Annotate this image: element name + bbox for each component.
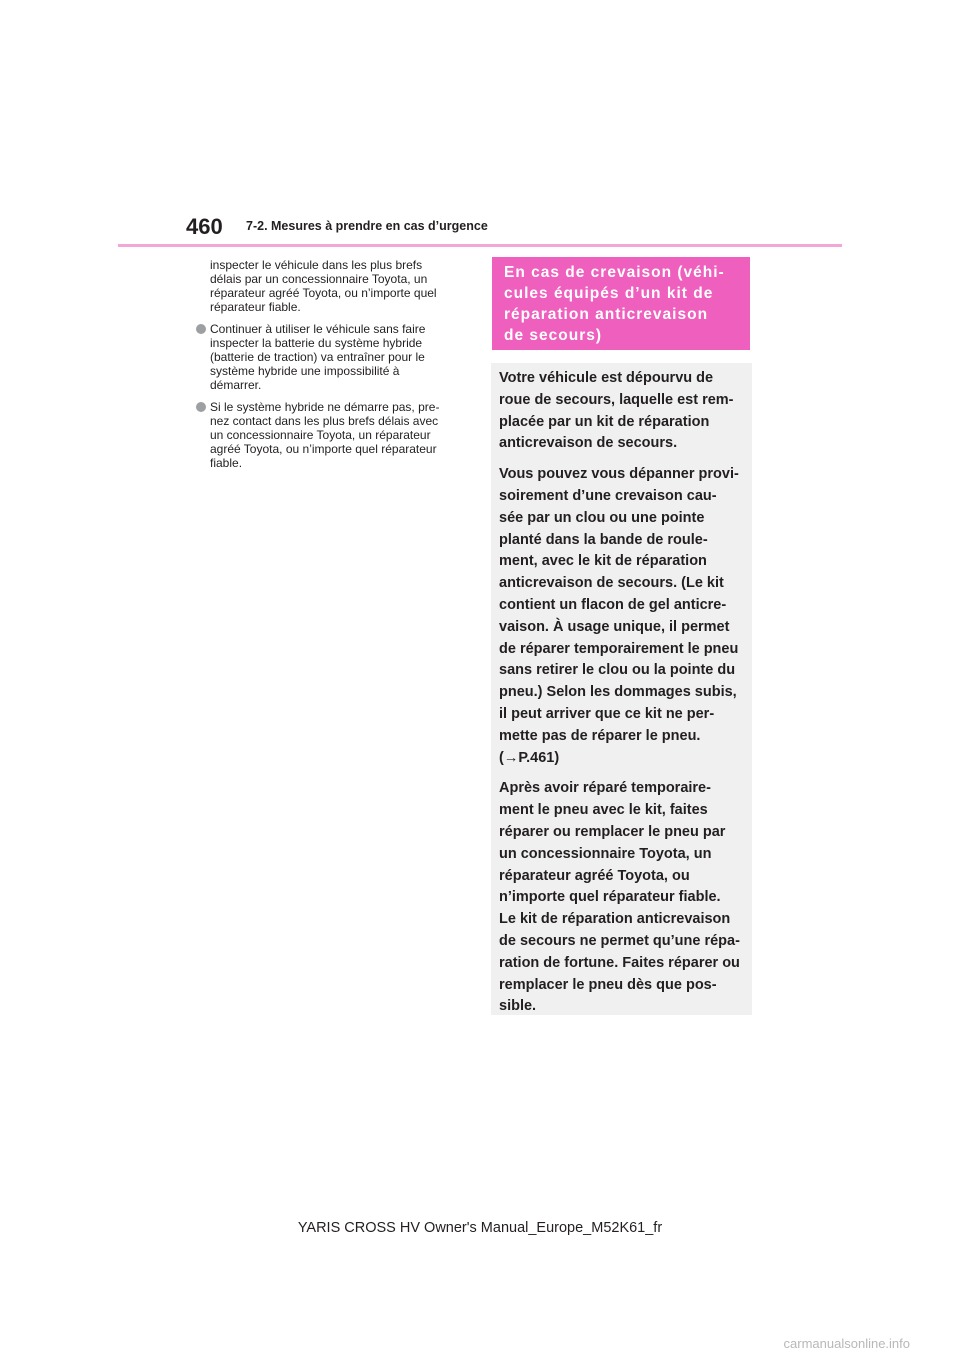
left-column	[210, 258, 470, 478]
text-line: Votre véhicule est dépourvu de	[499, 370, 714, 386]
text-line: réparateur agréé Toyota, ou	[499, 867, 690, 884]
text-line: de réparer temporairement le pneu	[499, 640, 739, 657]
text-line: démarrer.	[210, 378, 262, 392]
heading-line: cules équipés d’un kit de	[504, 285, 714, 302]
text-line: ration de fortune. Faites réparer ou	[499, 954, 740, 971]
text-line: délais par un concessionnaire Toyota, un	[210, 272, 428, 286]
text-line: pneu.) Selon les dommages subis,	[499, 684, 737, 701]
section-title: 7-2. Mesures à prendre en cas d’urgence	[246, 219, 488, 233]
bullet-item	[210, 322, 470, 392]
text-line: ment le pneu avec le kit, faites	[499, 802, 708, 819]
info-paragraph	[499, 464, 744, 769]
text-line: Après avoir réparé temporaire-	[499, 780, 711, 797]
text-line: système hybride une impossibilité à	[210, 364, 400, 378]
text-line: anticrevaison de secours. (Le kit	[499, 575, 724, 592]
text-line: placée par un kit de réparation	[499, 413, 710, 430]
text-line: sible.	[499, 998, 537, 1015]
watermark[interactable]: carmanualsonline.info	[783, 1336, 910, 1351]
page-footer: YARIS CROSS HV Owner's Manual_Europe_M52K61_fr	[297, 1220, 663, 1236]
text-line: inspecter la batterie du système hybride	[210, 336, 423, 350]
info-box	[491, 363, 752, 1015]
text-line: Continuer à utiliser le véhicule sans faire	[210, 322, 426, 336]
section-heading-box	[492, 257, 750, 350]
text-line: sans retirer le clou ou la pointe du	[499, 662, 736, 679]
page-number: 460	[186, 214, 223, 239]
text-line: un concessionnaire Toyota, un	[499, 845, 712, 862]
bullet-icon	[196, 324, 206, 334]
text-line: remplacer le pneu dès que pos-	[499, 976, 717, 993]
section-heading	[504, 262, 738, 346]
text-line: Le kit de réparation anticrevaison	[499, 911, 731, 928]
text-line: de secours ne permet qu’une répa-	[499, 932, 740, 949]
info-paragraph	[499, 368, 744, 455]
text-line: roue de secours, laquelle est rem-	[499, 391, 734, 408]
text-line: ment, avec le kit de réparation	[499, 553, 707, 570]
heading-line: de secours)	[504, 327, 603, 344]
text-line: planté dans la bande de roule-	[499, 531, 708, 548]
bullet-item	[210, 400, 470, 470]
text-line: contient un flacon de gel anticre-	[499, 596, 727, 613]
text-line: inspecter le véhicule dans les plus brefs	[210, 258, 423, 272]
heading-line: En cas de crevaison (véhi-	[504, 264, 725, 281]
text-line: nez contact dans les plus brefs délais avec	[210, 414, 439, 428]
text-line: (batterie de traction) va entraîner pour le	[210, 350, 425, 364]
text-line: réparateur fiable.	[210, 300, 301, 314]
text-line: mette pas de réparer le pneu.	[499, 727, 701, 744]
bullet-icon	[196, 402, 206, 412]
heading-line: réparation anticrevaison	[504, 306, 709, 323]
text-line: sée par un clou ou une pointe	[499, 509, 705, 526]
info-paragraph	[499, 778, 744, 1018]
page-reference-link[interactable]: (→P.461)	[499, 749, 560, 766]
text-line: un concessionnaire Toyota, un réparateur	[210, 428, 431, 442]
header-divider	[118, 244, 842, 247]
intro-paragraph	[210, 258, 470, 314]
text-line: il peut arriver que ce kit ne per-	[499, 705, 715, 722]
text-line: réparer ou remplacer le pneu par	[499, 823, 726, 840]
text-line: vaison. À usage unique, il permet	[499, 618, 730, 635]
text-line: agréé Toyota, ou n’importe quel réparateur	[210, 442, 437, 456]
text-line: anticrevaison de secours.	[499, 435, 678, 452]
text-line: n’importe quel réparateur fiable.	[499, 889, 721, 906]
text-line: réparateur agréé Toyota, ou n’importe quel	[210, 286, 437, 300]
text-line: fiable.	[210, 456, 243, 470]
text-line: Si le système hybride ne démarre pas, pre-	[210, 400, 440, 414]
text-line: Vous pouvez vous dépanner provi-	[499, 466, 739, 483]
text-line: soirement d’une crevaison cau-	[499, 487, 717, 504]
